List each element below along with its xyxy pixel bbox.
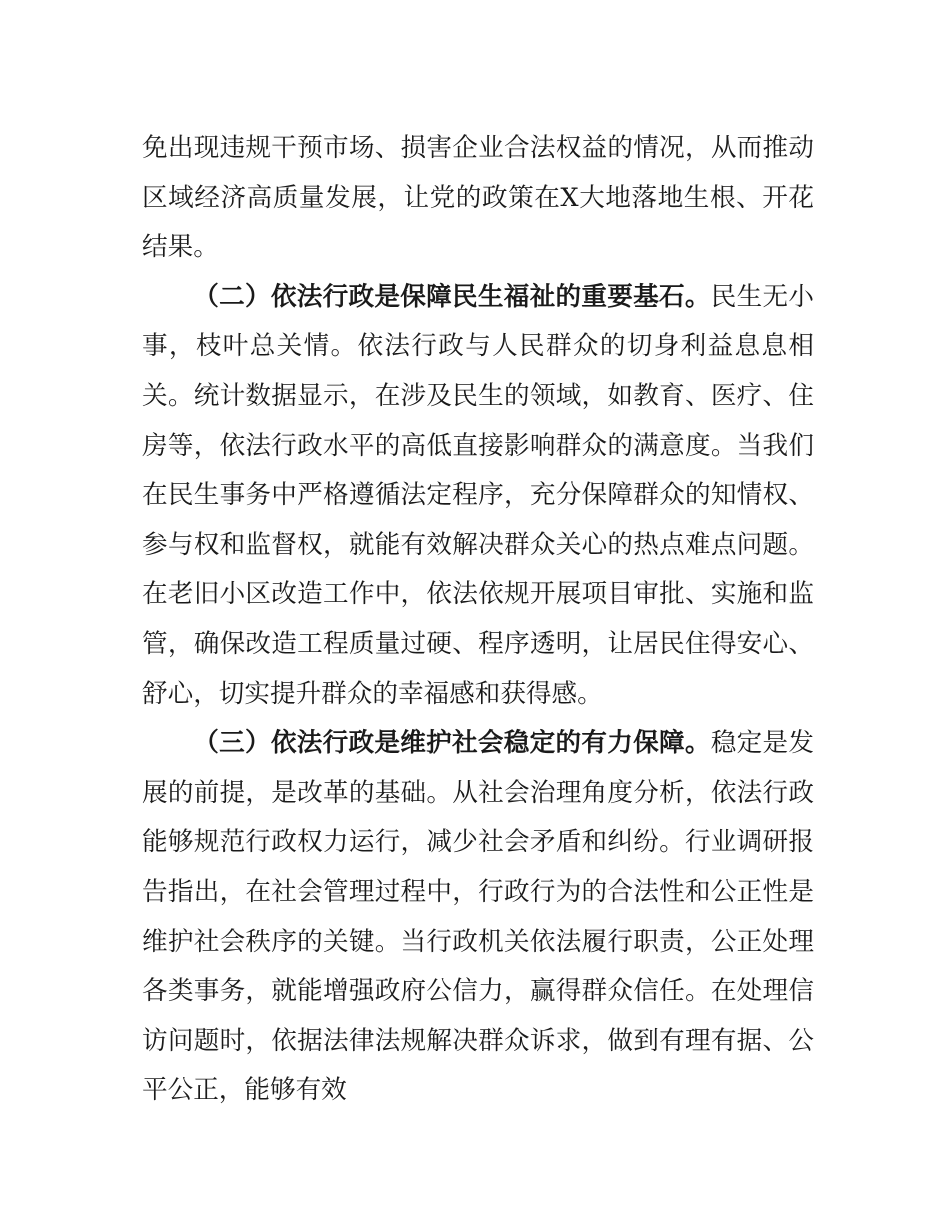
paragraph-section-3 bbox=[142, 719, 814, 1116]
document-body bbox=[142, 124, 814, 1116]
paragraph-continuation bbox=[142, 124, 814, 273]
section-heading: （三）依法行政是维护社会稳定的有力保障。 bbox=[193, 728, 711, 759]
paragraph-body: 稳定是发展的前提，是改革的基础。从社会治理角度分析，依法行政能够规范行政权力运行，减少社会矛盾和纠纷。行业调研报告指出，在社会管理过程中，行政行为的合法性和公正性是维护社会秩序的关键。当行政机关依法履行职责，公正处理各类事务，就能增强政府公信力，赢得群众信任。在处理信访问题时，依据法律法规解决群众诉求，做到有理有据、公平公正，能够有效 bbox=[142, 728, 814, 1106]
section-heading: （二）依法行政是保障民生福祉的重要基石。 bbox=[193, 281, 711, 312]
paragraph-body: 免出现违规干预市场、损害企业合法权益的情况，从而推动区域经济高质量发展，让党的政策在X大地落地生根、开花结果。 bbox=[142, 133, 814, 263]
paragraph-body: 民生无小事，枝叶总关情。依法行政与人民群众的切身利益息息相关。统计数据显示，在涉及民生的领域，如教育、医疗、住房等，依法行政水平的高低直接影响群众的满意度。当我们在民生事务中严格遵循法定程序，充分保障群众的知情权、参与权和监督权，就能有效解决群众关心的热点难点问题。在老旧小区改造工作中，依法依规开展项目审批、实施和监管，确保改造工程质量过硬、程序透明，让居民住得安心、舒心，切实提升群众的幸福感和获得感。 bbox=[142, 281, 814, 709]
paragraph-section-2 bbox=[142, 273, 814, 719]
